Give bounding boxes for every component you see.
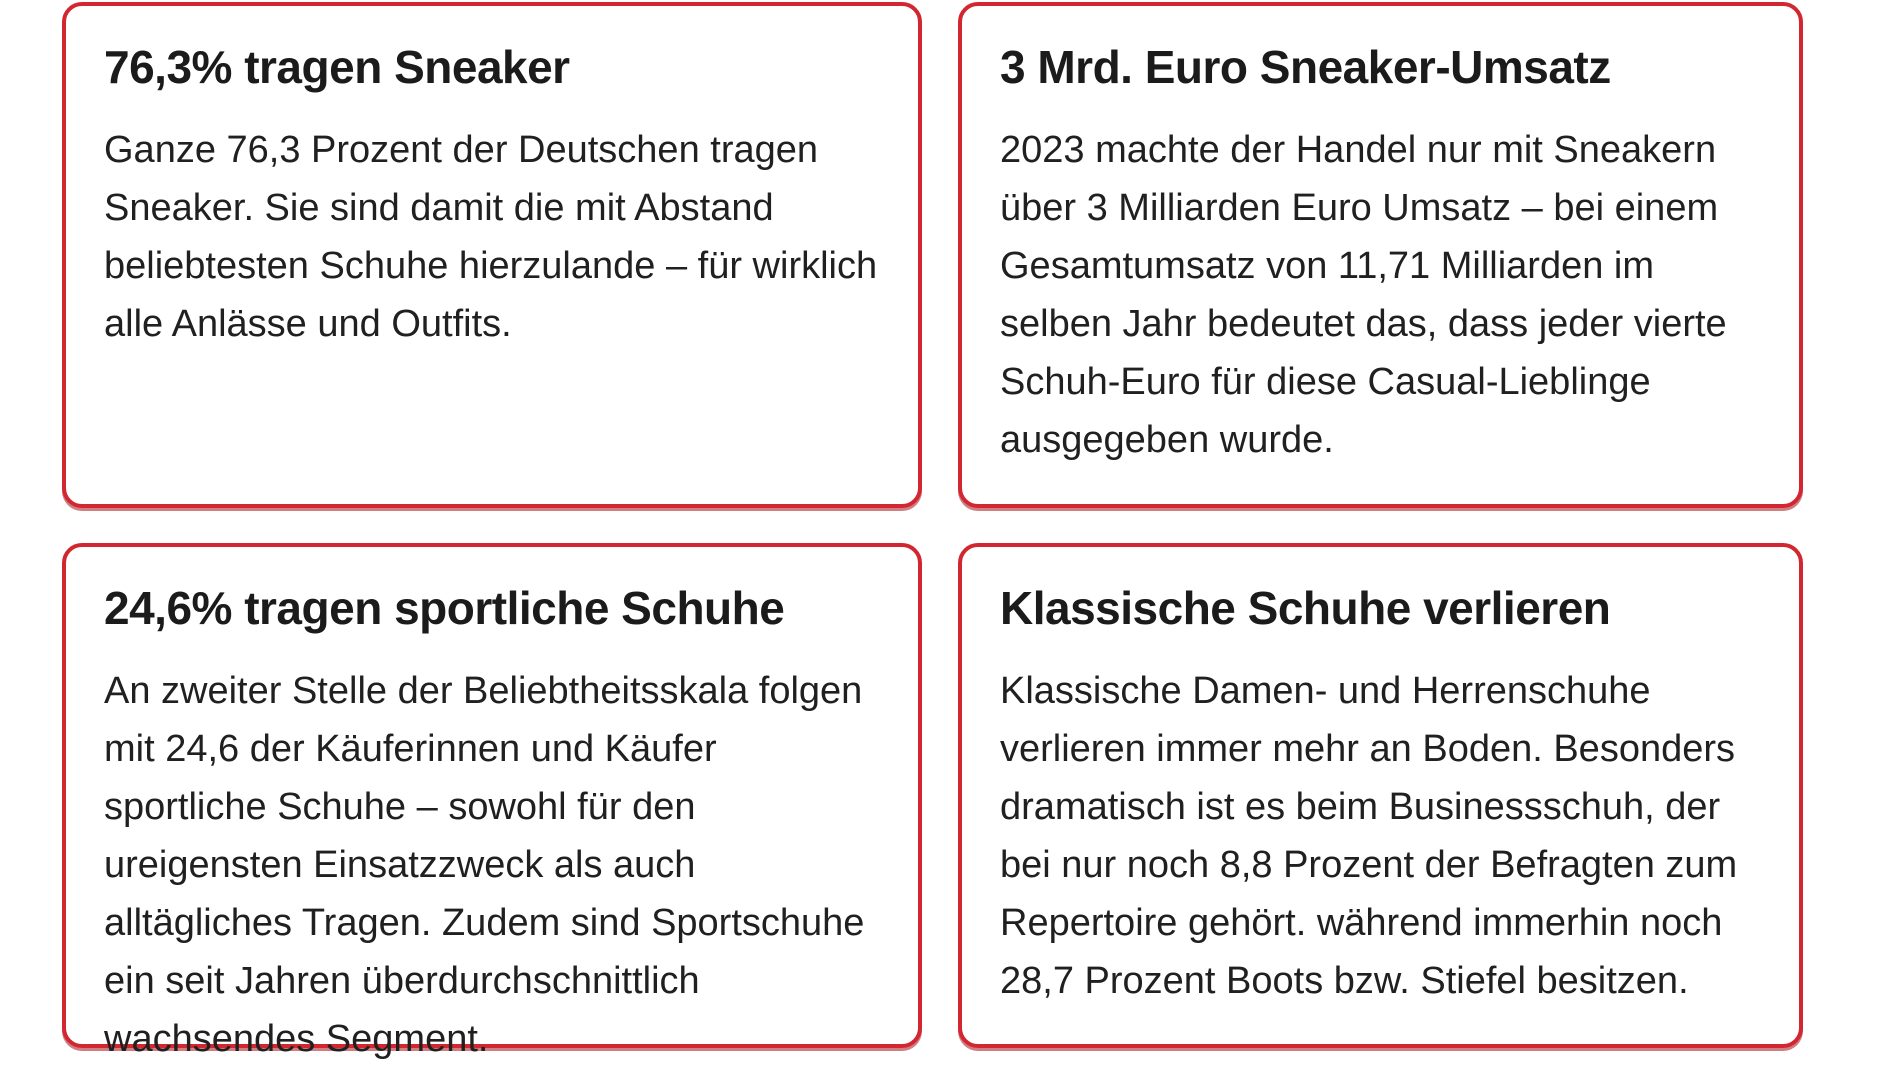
- stat-card-sneaker-revenue: [958, 2, 1803, 508]
- stat-card-grid: [62, 2, 1803, 1061]
- card-body: Klassische Damen- und Herrenschuhe verlieren immer mehr an Boden. Besonders dramatisch ist es beim Businessschuh, der bei nur noch 8,8 Prozent der Befragten zum Repertoire gehört. während immerhin noch 28,7 Prozent Boots bzw. Stiefel besitzen.: [1000, 670, 1738, 1003]
- card-body: An zweiter Stelle der Beliebtheitsskala folgen mit 24,6 der Käuferinnen und Käufer sportliche Schuhe – sowohl für den ureigensten Einsatzzweck als auch alltägliches Tragen. Zudem sind Sportschuhe ein seit Jahren überdurchschnittlich wachsendes Segment.: [104, 670, 865, 1061]
- stat-card-sneaker-share: [62, 2, 922, 508]
- card-body: Ganze 76,3 Prozent der Deutschen tragen Sneaker. Sie sind damit die mit Abstand beliebtesten Schuhe hierzulande – für wirklich alle Anlässe und Outfits.: [104, 129, 878, 346]
- card-title: Klassische Schuhe verlieren: [1000, 582, 1611, 634]
- card-title: 3 Mrd. Euro Sneaker-Umsatz: [1000, 41, 1611, 93]
- stat-card-classic-shoes: [958, 543, 1803, 1048]
- stat-card-sport-shoes: [62, 543, 922, 1061]
- card-title: 24,6% tragen sportliche Schuhe: [104, 582, 785, 634]
- card-title: 76,3% tragen Sneaker: [104, 41, 570, 93]
- card-body: 2023 machte der Handel nur mit Sneakern über 3 Milliarden Euro Umsatz – bei einem Gesamtumsatz von 11,71 Milliarden im selben Jahr bedeutet das, dass jeder vierte Schuh-Euro für diese Casual-Lieblinge ausgegeben wurde.: [1000, 129, 1727, 462]
